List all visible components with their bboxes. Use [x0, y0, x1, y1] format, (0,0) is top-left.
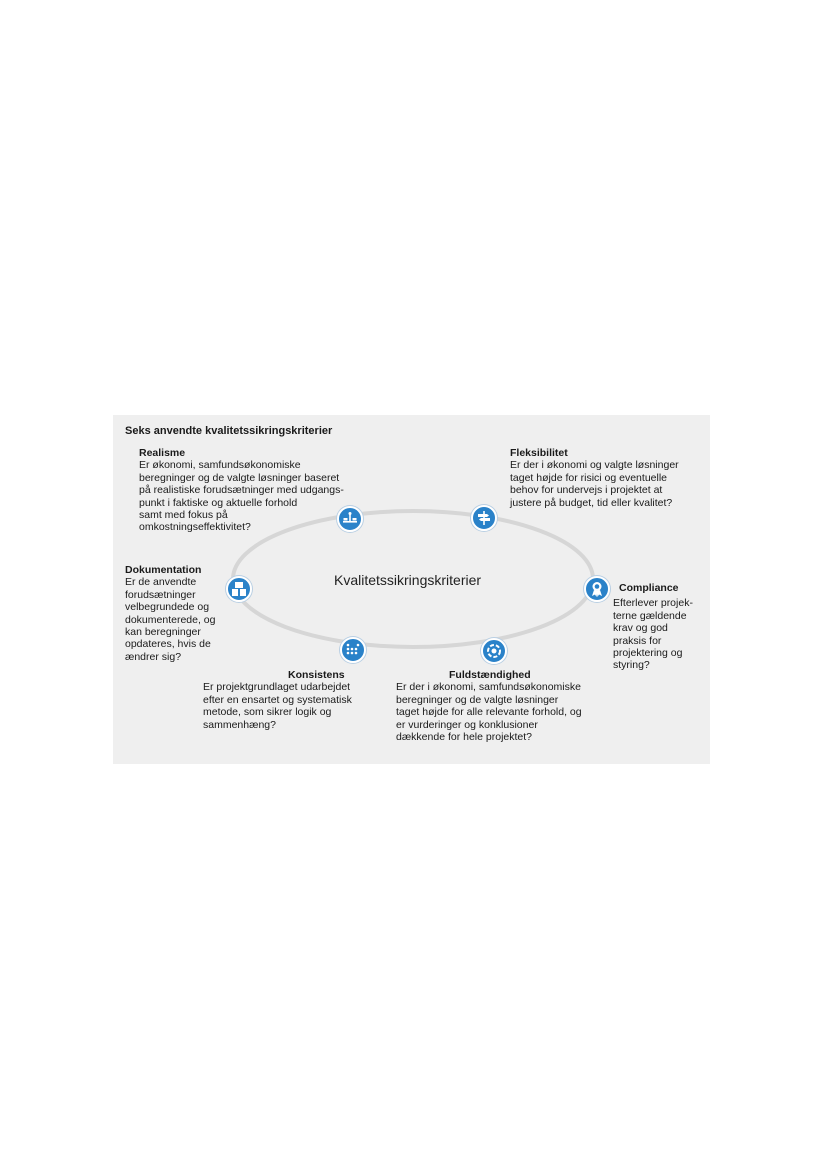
gear-cycle-icon — [481, 638, 507, 664]
criterion-text: Er der i økonomi, samfundsøkonomiske beregninger og de valgte løsninger taget højde for alle relevante forhold, og er vurderinger og konklusioner dækkende for hele projektet? — [396, 681, 582, 744]
criterion-realisme — [139, 447, 344, 534]
criterion-title: Fuldstændighed — [449, 669, 531, 681]
criterion-fuldstaendighed — [396, 669, 582, 743]
criterion-title: Dokumentation — [125, 564, 202, 576]
dot-grid-icon — [340, 637, 366, 663]
award-ribbon-icon — [584, 576, 610, 602]
criterion-text: Er de anvendte forudsætninger velbegrundede og dokumenterede, og kan beregninger opdateres, hvis de ændrer sig? — [125, 576, 216, 663]
criterion-title: Compliance — [619, 582, 679, 594]
signpost-icon — [471, 505, 497, 531]
criterion-compliance — [613, 582, 693, 672]
documents-icon — [226, 576, 252, 602]
criterion-fleksibilitet — [510, 447, 679, 509]
criterion-title: Fleksibilitet — [510, 447, 568, 459]
criterion-title: Konsistens — [288, 669, 345, 681]
criterion-title: Realisme — [139, 447, 186, 459]
criterion-konsistens — [203, 669, 352, 731]
center-label: Kvalitetssikringskriterier — [334, 572, 482, 588]
panel-title: Seks anvendte kvalitetssikringskriterier — [125, 425, 333, 437]
quality-criteria-panel — [113, 415, 710, 764]
criterion-text: Efterlever projek- terne gældende krav og god praksis for projektering og styring? — [613, 597, 693, 672]
criterion-text: Er økonomi, samfundsøkonomiske beregninger og de valgte løsninger baseret på realistiske forudsætninger med udgangs- punkt i faktiske og aktuelle forhold samt med fokus på omkostningseffektivitet? — [139, 459, 344, 534]
criterion-text: Er der i økonomi og valgte løsninger taget højde for risici og eventuelle behov for undervejs i projektet at justere på budget, tid eller kvalitet? — [510, 459, 679, 509]
criterion-dokumentation — [125, 564, 215, 663]
criterion-text: Er projektgrundlaget udarbejdet efter en ensartet og systematisk metode, som sikrer logik og sammenhæng? — [203, 681, 352, 731]
